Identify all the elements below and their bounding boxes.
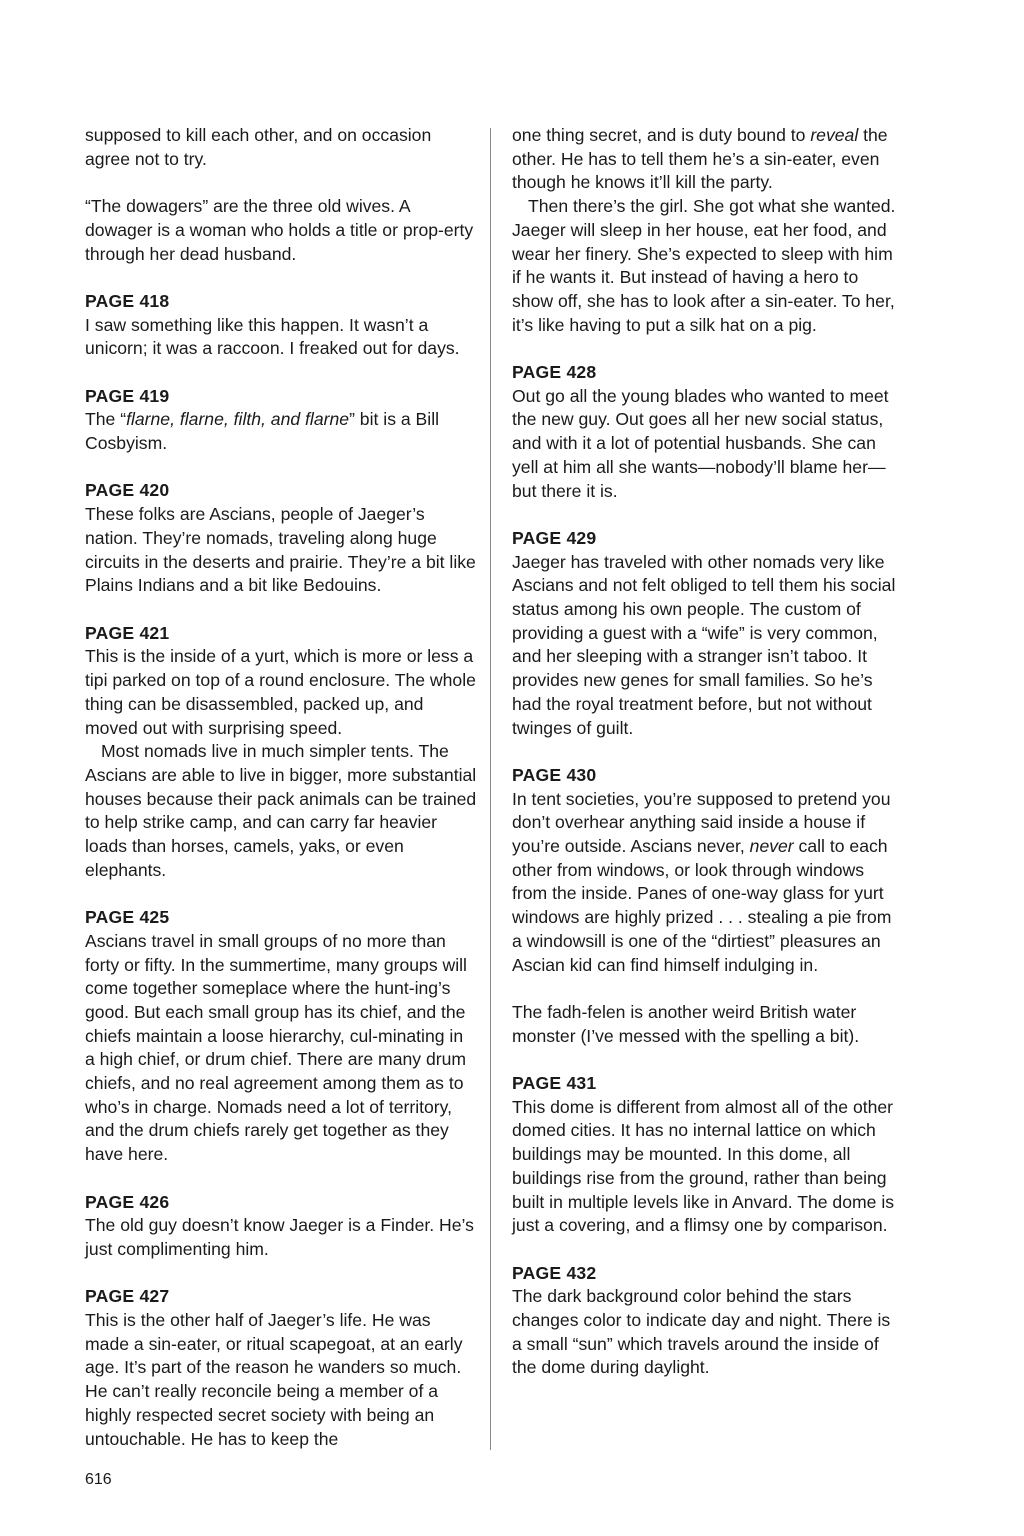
paragraph — [85, 408, 477, 455]
text-run: the other. He has to tell them he’s a sin-eater, even though he knows it’ll kill the party. — [512, 125, 888, 193]
text-run: In tent societies, you’re supposed to pretend you don’t overhear anything said inside a house if you’re outside. Ascians never, — [512, 788, 891, 857]
section-heading: PAGE 430 — [512, 764, 597, 785]
section-heading: PAGE 420 — [85, 480, 170, 501]
paragraph: The dark background color behind the stars changes color to indicate day and night. There is a small “sun” which travels around the inside of the dome during daylight. — [512, 1286, 891, 1378]
paragraph: Ascians travel in small groups of no more than forty or fifty. In the summertime, many groups will come together someplace where the hunt-ing’s good. But each small group has its chief, and the chiefs maintain a loose hierarchy, cul-minating in a high chief, or drum chief. There are many drum chiefs, and no real agreement among them as to who’s in charge. Nomads need a lot of territory, and the drum chiefs rarely get together as they have here. — [85, 930, 467, 1165]
section-heading: PAGE 426 — [85, 1191, 170, 1212]
paragraph: The fadh-felen is another weird British water monster (I’ve messed with the spelling a bit). — [512, 1001, 860, 1046]
paragraph: Jaeger has traveled with other nomads very like Ascians and not felt obliged to tell them his social status among his own people. The custom of providing a guest with a “wife” is very common, and her sleeping with a stranger isn’t taboo. It provides new genes for small families. So he’s had the royal treatment before, but not without twinges of guilt. — [512, 551, 896, 738]
text-run: call to each other from windows, or look through windows from the inside. Panes of one-way glass for yurt windows are highly prized . . . stealing a pie from a windowsill is one of the “dirtiest” pleasures an Ascian kid can find himself indulging in. — [512, 836, 892, 975]
section-heading: PAGE 427 — [85, 1286, 170, 1307]
section-heading: PAGE 428 — [512, 362, 597, 383]
paragraph — [512, 124, 904, 195]
column-divider — [490, 128, 491, 1450]
section-heading: PAGE 429 — [512, 527, 597, 548]
text-run: one thing secret, and is duty bound to — [512, 125, 811, 145]
section-heading: PAGE 431 — [512, 1073, 597, 1094]
paragraph: Then there’s the girl. She got what she wanted. Jaeger will sleep in her house, eat her food, and wear her finery. She’s expected to sleep with him if he wants it. But instead of having a hero to show off, she has to look after a sin-eater. To her, it’s like having to put a silk hat on a pig. — [512, 196, 896, 335]
paragraph: “The dowagers” are the three old wives. A dowager is a woman who holds a title or prop-erty through her dead husband. — [85, 196, 474, 264]
section-heading: PAGE 421 — [85, 622, 170, 643]
paragraph: This is the other half of Jaeger’s life. He was made a sin-eater, or ritual scapegoat, at an early age. It’s part of the reason he wanders so much. He can’t really reconcile being a member of a highly respected secret society with being an untouchable. He has to keep the — [85, 1310, 463, 1449]
page-number: 616 — [85, 1471, 112, 1488]
paragraph: I saw something like this happen. It wasn’t a unicorn; it was a raccoon. I freaked out for days. — [85, 314, 460, 359]
paragraph: Most nomads live in much simpler tents. The Ascians are able to live in bigger, more substantial houses because their pack animals can be trained to help strike camp, and can carry far heavier loads than horses, camels, yaks, or even elephants. — [85, 741, 477, 880]
emphasis-text: reveal — [810, 125, 859, 145]
section-heading: PAGE 418 — [85, 290, 170, 311]
section-heading: PAGE 419 — [85, 385, 170, 406]
paragraph: These folks are Ascians, people of Jaeger’s nation. They’re nomads, traveling along huge circuits in the deserts and prairie. They’re a bit like Plains Indians and a bit like Bedouins. — [85, 504, 476, 596]
paragraph: Out go all the young blades who wanted to meet the new guy. Out goes all her new social status, and with it a lot of potential husbands. She can yell at him all she wants—nobody’ll blame her—but there it is. — [512, 385, 889, 501]
text-run: ” bit is a Bill Cosbyism. — [85, 409, 440, 454]
emphasis-text: never — [749, 836, 794, 857]
paragraph: supposed to kill each other, and on occasion agree not to try. — [85, 125, 432, 169]
right-column — [512, 124, 904, 1380]
left-column — [85, 124, 477, 1451]
emphasis-text: flarne, flarne, filth, and flarne — [126, 409, 350, 430]
paragraph: This is the inside of a yurt, which is more or less a tipi parked on top of a round enclosure. The whole thing can be disassembled, packed up, and moved out with surprising speed. — [85, 646, 476, 738]
section-heading: PAGE 432 — [512, 1262, 597, 1283]
text-run: The “ — [85, 409, 127, 430]
section-heading: PAGE 425 — [85, 907, 170, 928]
paragraph: The old guy doesn’t know Jaeger is a Finder. He’s just complimenting him. — [85, 1215, 474, 1259]
paragraph: This dome is different from almost all of the other domed cities. It has no internal lattice on which buildings may be mounted. In this dome, all buildings rise from the ground, rather than being built in multiple levels like in Anvard. The dome is just a covering, and a flimsy one by comparison. — [512, 1096, 895, 1236]
paragraph — [512, 788, 904, 978]
